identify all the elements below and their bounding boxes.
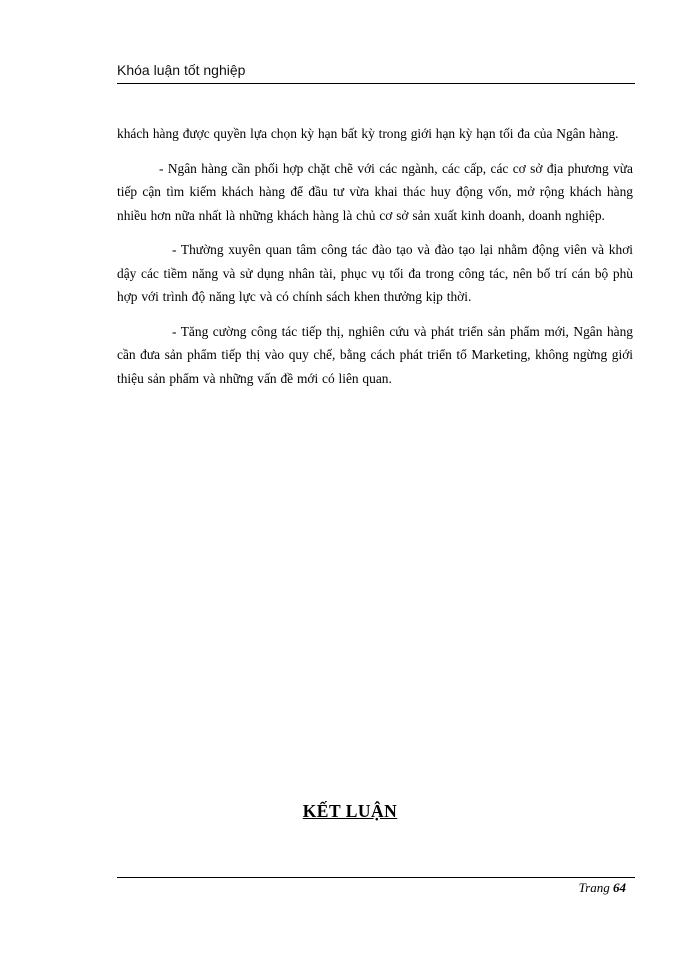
paragraph-1: khách hàng được quyền lựa chọn kỳ hạn bất kỳ trong giới hạn kỳ hạn tối đa của Ngân hàng. xyxy=(117,126,619,141)
page-number-value: 64 xyxy=(613,880,626,895)
paragraph-2: - Ngân hàng cần phối hợp chặt chẽ với các ngành, các cấp, các cơ sở địa phương vừa tiếp cận tìm kiếm khách hàng để đầu tư vừa khai thác huy động vốn, mở rộng khách hàng nhiều hơn nữa nhất là những khách hàng là chủ cơ sở sản xuất kinh doanh, doanh nghiệp. xyxy=(117,160,633,223)
paragraph-3: - Thường xuyên quan tâm công tác đào tạo và đào tạo lại nhằm động viên và khơi dậy các tiềm năng và sử dụng nhân tài, phục vụ tối đa trong công tác, nên bố trí cán bộ phù hợp với trình độ năng lực và có chính sách khen thưởng kịp thời. xyxy=(117,242,633,304)
paragraph-4: - Tăng cường công tác tiếp thị, nghiên cứu và phát triển sản phẩm mới, Ngân hàng cần đưa sản phẩm tiếp thị vào quy chế, bằng cách phát triển tổ Marketing, không ngừng giới thiệu sản phẩm và những vấn đề mới có liên quan. xyxy=(117,323,633,386)
page-body xyxy=(117,122,633,390)
page-number xyxy=(579,880,626,896)
header-divider xyxy=(117,83,635,84)
footer-divider xyxy=(117,877,635,878)
section-heading-conclusion: KẾT LUẬN xyxy=(302,801,398,821)
page-label: Trang xyxy=(578,880,610,895)
running-header-title: Khóa luận tốt nghiệp xyxy=(117,62,246,78)
